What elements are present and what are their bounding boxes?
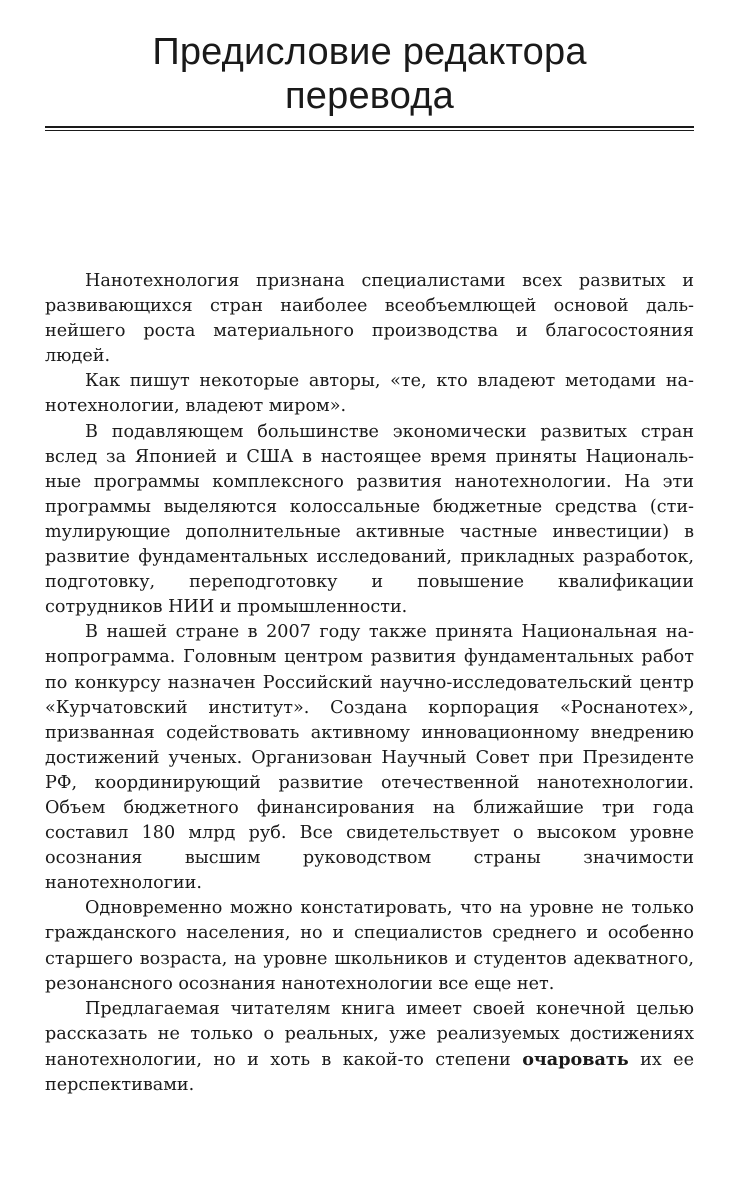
paragraph-last bbox=[45, 997, 694, 1098]
page bbox=[45, 30, 694, 1095]
paragraph: В подавляющем большинстве экономически развитых стран вслед за Японией и США в настоящее время приняты Национальные программы комплексного развития нанотехнологии. На эти программы выделяются колоссальные бюджетные средства (стиmулирующие дополнительные активные частные инвестиции) в развитие фундаментальных исследований, прикладных разработок, подготовку, переподготовку и повышение квалификации сотрудников НИИ и промышленности. bbox=[45, 421, 694, 618]
title-line-1: Предисловие редактора bbox=[152, 31, 587, 73]
title-rule-thin bbox=[45, 130, 694, 131]
page-title bbox=[45, 30, 694, 118]
title-rule-thick bbox=[45, 126, 694, 128]
paragraph: В нашей стране в 2007 году также принята Национальная нанопрограмма. Головным центром развития фундаментальных работ по конкурсу назначен Российский научно-исследовательский центр «Курчатовский институт». Создана корпорация «Роснанотех», призванная содействовать активному инновационному внедрению достижений ученых. Организован Научный Совет при Президенте РФ, координирующий развитие отечественной нанотехнологии. Объем бюджетного финансирования на ближайшие три года составил 180 млрд руб. Все свидетельствует о высоком уровне осознания высшим руководством страны значимости нанотехнологии. bbox=[45, 622, 694, 894]
paragraph: Нанотехнология признана специалистами всех развитых и развивающихся стран наиболее всеобъемлющей основой дальнейшего роста материального производства и благосостояния людей. bbox=[45, 271, 694, 367]
body-text bbox=[45, 269, 694, 1098]
emphasis-word: очаровать bbox=[522, 1048, 629, 1070]
paragraph-last-start: Предлагаемая читателям книга имеет своей конечной целью рассказать не только о реальных, уже реализуемых достижениях нанотехнологии, но и хоть в какой-то степени bbox=[45, 998, 694, 1070]
paragraph: Одновременно можно констатировать, что на уровне не только гражданского населения, но и специалистов среднего и особенно старшего возраста, на уровне школьников и студентов адекватного, резонансного осознания нанотехнологии все еще нет. bbox=[45, 898, 694, 994]
title-line-2: перевода bbox=[285, 75, 454, 117]
paragraph: Как пишут некоторые авторы, «те, кто владеют методами нанотехнологии, владеют миром». bbox=[45, 371, 694, 417]
paragraph-last-end: их ее перспективами. bbox=[45, 1049, 694, 1095]
